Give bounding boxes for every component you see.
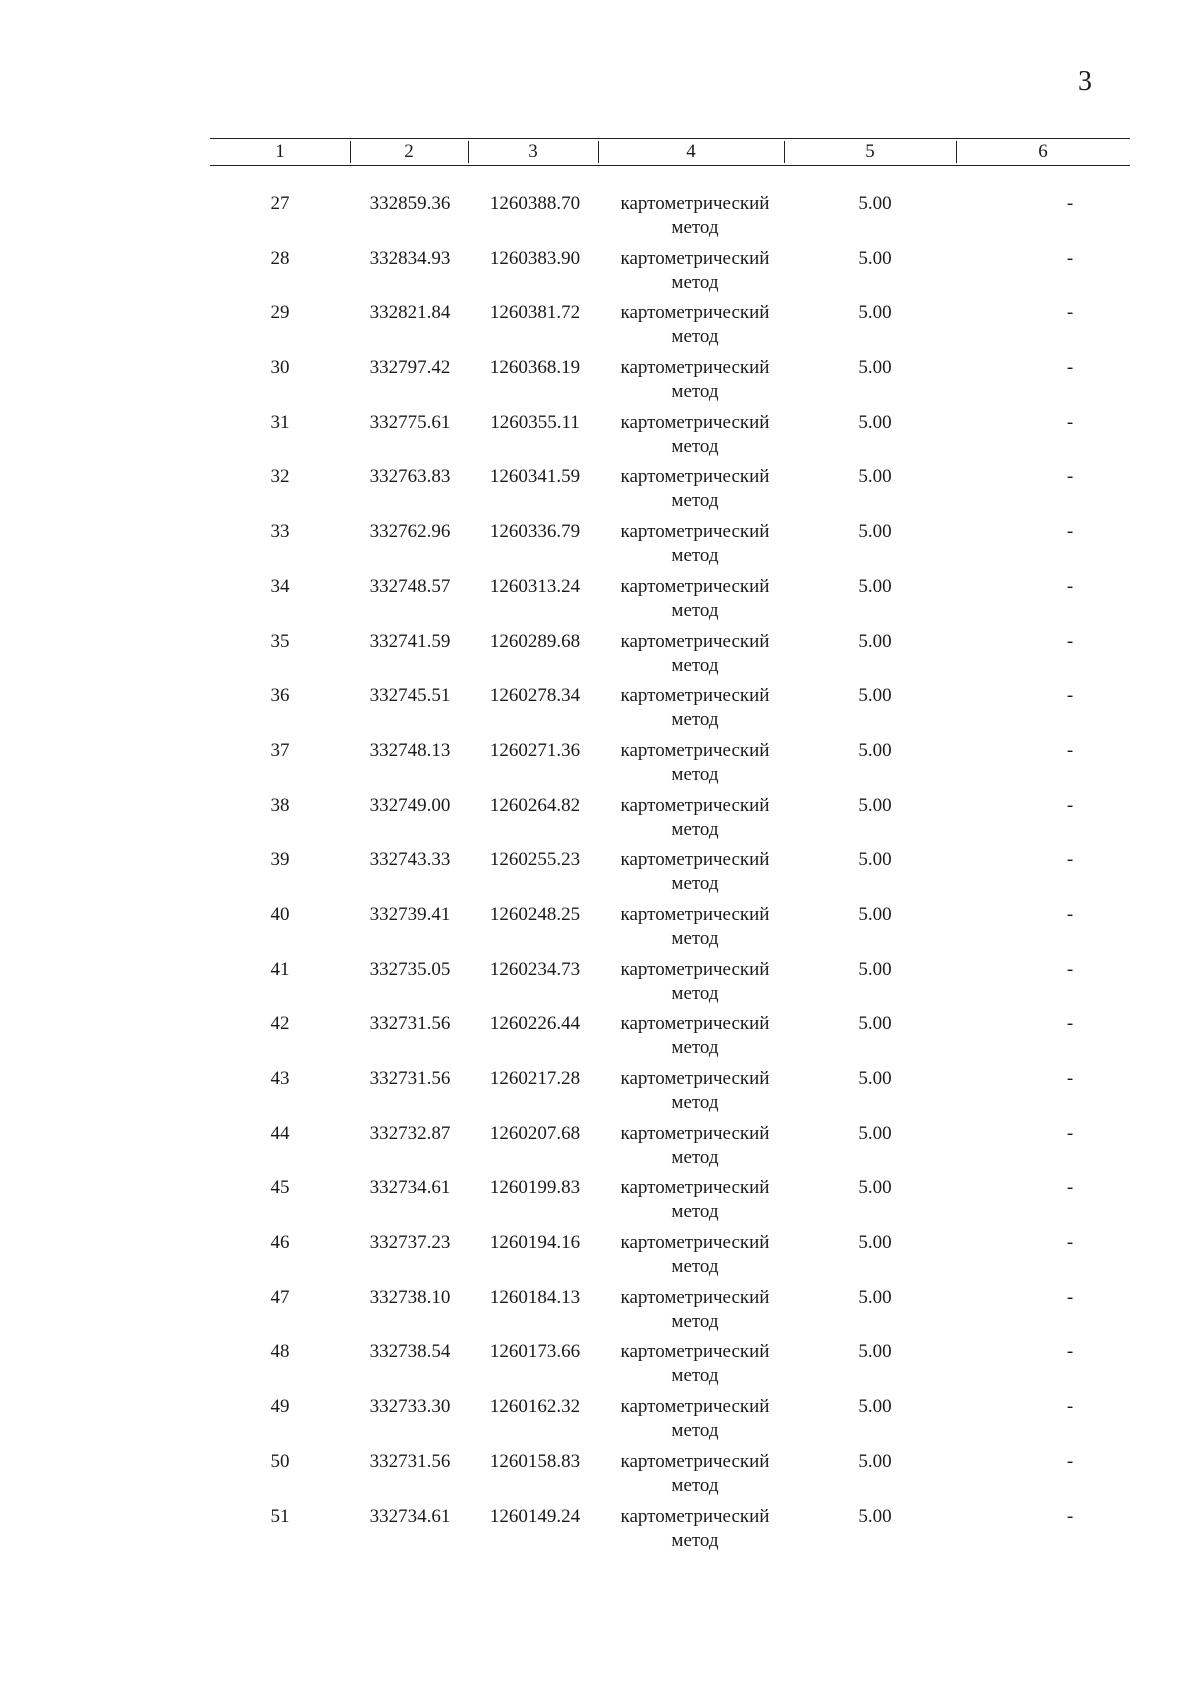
table-row <box>210 1067 1130 1122</box>
coordinate-x: 332797.42 <box>369 357 451 379</box>
table-row <box>210 1450 1130 1505</box>
point-number: 50 <box>270 1450 290 1472</box>
accuracy-value: 5.00 <box>858 575 892 597</box>
method-line-2: метод <box>671 1256 719 1278</box>
method-line-1: картометрический <box>620 849 770 871</box>
method-line-1: картометрический <box>620 958 770 980</box>
coordinate-x: 332748.57 <box>369 575 451 597</box>
coordinate-y: 1260149.24 <box>489 1505 581 1527</box>
table-row <box>210 684 1130 739</box>
column-header-2: 2 <box>404 141 414 162</box>
method-line-2: метод <box>671 763 719 785</box>
point-number: 40 <box>270 903 290 925</box>
accuracy-value: 5.00 <box>858 521 892 543</box>
method-line-2: метод <box>671 818 719 840</box>
point-number: 47 <box>270 1286 290 1308</box>
description-value: - <box>1066 903 1074 925</box>
coordinate-y: 1260368.19 <box>489 357 581 379</box>
description-value: - <box>1066 466 1074 488</box>
method-cell <box>595 411 795 459</box>
accuracy-value: 5.00 <box>858 1286 892 1308</box>
method-line-1: картометрический <box>620 193 770 214</box>
table-row <box>210 794 1130 849</box>
description-value: - <box>1066 1068 1074 1089</box>
accuracy-value: 5.00 <box>858 1505 892 1527</box>
method-line-1: картометрический <box>620 1286 770 1308</box>
coordinate-y: 1260194.16 <box>489 1232 581 1254</box>
table-row <box>210 1231 1130 1286</box>
coordinate-y: 1260248.25 <box>489 903 581 925</box>
method-line-2: метод <box>671 654 719 676</box>
accuracy-value: 5.00 <box>858 411 892 433</box>
method-line-2: метод <box>671 271 719 293</box>
method-line-1: картометрический <box>620 1068 770 1089</box>
accuracy-value: 5.00 <box>858 794 892 816</box>
accuracy-value: 5.00 <box>858 247 892 269</box>
method-cell <box>595 1176 795 1224</box>
method-cell <box>595 630 795 678</box>
method-line-1: картометрический <box>620 575 770 597</box>
accuracy-value: 5.00 <box>858 958 892 980</box>
description-value: - <box>1066 1177 1074 1199</box>
point-number: 31 <box>270 411 290 433</box>
accuracy-value: 5.00 <box>858 1232 892 1254</box>
accuracy-value: 5.00 <box>858 302 892 324</box>
column-header-5: 5 <box>865 141 875 162</box>
point-number: 33 <box>270 521 290 543</box>
table-header <box>210 138 1130 166</box>
coordinate-x: 332734.61 <box>369 1177 451 1199</box>
method-line-2: метод <box>671 1092 719 1113</box>
method-line-1: картометрический <box>620 1450 770 1472</box>
method-line-2: метод <box>671 381 719 403</box>
method-line-1: картометрический <box>620 1341 770 1363</box>
method-line-1: картометрический <box>620 794 770 816</box>
point-number: 35 <box>270 630 290 652</box>
coordinate-x: 332743.33 <box>369 849 451 871</box>
method-line-2: метод <box>671 490 719 512</box>
column-header-1: 1 <box>275 141 285 162</box>
table-body <box>210 192 1130 1559</box>
accuracy-value: 5.00 <box>858 685 892 707</box>
coordinate-x: 332731.56 <box>369 1013 451 1035</box>
method-cell <box>595 1286 795 1334</box>
description-value: - <box>1066 739 1074 761</box>
coordinate-y: 1260217.28 <box>489 1068 581 1089</box>
table-row <box>210 520 1130 575</box>
table-row <box>210 1176 1130 1231</box>
coordinate-x: 332762.96 <box>369 521 451 543</box>
method-line-2: метод <box>671 217 719 238</box>
point-number: 32 <box>270 466 290 488</box>
method-line-2: метод <box>671 1310 719 1332</box>
coordinate-x: 332763.83 <box>369 466 451 488</box>
point-number: 44 <box>270 1122 290 1144</box>
table-row <box>210 848 1130 903</box>
method-cell <box>595 520 795 568</box>
method-line-1: картометрический <box>620 357 770 379</box>
method-cell <box>595 1450 795 1498</box>
method-cell <box>595 1340 795 1388</box>
table-row <box>210 630 1130 685</box>
coordinate-x: 332738.10 <box>369 1286 451 1308</box>
coordinate-y: 1260313.24 <box>489 575 581 597</box>
coordinate-x: 332775.61 <box>369 411 451 433</box>
coordinate-x: 332821.84 <box>369 302 451 324</box>
description-value: - <box>1066 1122 1074 1144</box>
description-value: - <box>1066 685 1074 707</box>
coordinate-y: 1260226.44 <box>489 1013 581 1035</box>
method-line-1: картометрический <box>620 1505 770 1527</box>
method-line-1: картометрический <box>620 685 770 707</box>
coordinate-x: 332735.05 <box>369 958 451 980</box>
description-value: - <box>1066 411 1074 433</box>
coordinate-y: 1260173.66 <box>489 1341 581 1363</box>
description-value: - <box>1066 247 1074 269</box>
method-cell <box>595 247 795 295</box>
method-line-1: картометрический <box>620 521 770 543</box>
table-row <box>210 1122 1130 1177</box>
point-number: 30 <box>270 357 290 379</box>
method-cell <box>595 794 795 842</box>
point-number: 38 <box>270 794 290 816</box>
table-row <box>210 1505 1130 1560</box>
coordinate-y: 1260336.79 <box>489 521 581 543</box>
coordinate-y: 1260383.90 <box>489 247 581 269</box>
point-number: 45 <box>270 1177 290 1199</box>
accuracy-value: 5.00 <box>858 1122 892 1144</box>
method-line-2: метод <box>671 326 719 348</box>
accuracy-value: 5.00 <box>858 193 892 214</box>
table-row <box>210 903 1130 958</box>
point-number: 36 <box>270 685 290 707</box>
method-cell <box>595 1395 795 1443</box>
point-number: 42 <box>270 1013 290 1035</box>
method-line-2: метод <box>671 599 719 621</box>
column-header-4: 4 <box>686 141 696 162</box>
method-line-2: метод <box>671 1037 719 1059</box>
coordinate-y: 1260271.36 <box>489 739 581 761</box>
method-line-2: метод <box>671 1420 719 1442</box>
method-line-1: картометрический <box>620 1232 770 1254</box>
description-value: - <box>1066 193 1074 214</box>
method-line-2: метод <box>671 1201 719 1223</box>
table-row <box>210 356 1130 411</box>
point-number: 27 <box>270 193 290 214</box>
coordinate-y: 1260381.72 <box>489 302 581 324</box>
coordinate-y: 1260199.83 <box>489 1177 581 1199</box>
method-cell <box>595 684 795 732</box>
point-number: 39 <box>270 849 290 871</box>
coordinate-y: 1260158.83 <box>489 1450 581 1472</box>
coordinate-x: 332748.13 <box>369 739 451 761</box>
point-number: 28 <box>270 247 290 269</box>
coordinate-y: 1260289.68 <box>489 630 581 652</box>
description-value: - <box>1066 1396 1074 1418</box>
description-value: - <box>1066 1013 1074 1035</box>
coordinate-y: 1260355.11 <box>490 411 580 433</box>
coordinate-x: 332731.56 <box>369 1068 451 1089</box>
method-line-1: картометрический <box>620 1013 770 1035</box>
description-value: - <box>1066 302 1074 324</box>
method-line-2: метод <box>671 1146 719 1168</box>
method-cell <box>595 1505 795 1553</box>
table-row <box>210 739 1130 794</box>
coordinate-y: 1260184.13 <box>489 1286 581 1308</box>
method-line-2: метод <box>671 435 719 457</box>
point-number: 29 <box>270 302 290 324</box>
method-cell <box>595 958 795 1006</box>
table-row <box>210 465 1130 520</box>
description-value: - <box>1066 1232 1074 1254</box>
table-row <box>210 301 1130 356</box>
description-value: - <box>1066 357 1074 379</box>
method-line-2: метод <box>671 1529 719 1551</box>
table-row <box>210 1286 1130 1341</box>
table-row <box>210 1340 1130 1395</box>
description-value: - <box>1066 630 1074 652</box>
method-line-1: картометрический <box>620 739 770 761</box>
method-cell <box>595 192 795 240</box>
method-cell <box>595 1012 795 1060</box>
method-cell <box>595 739 795 787</box>
method-line-2: метод <box>671 545 719 567</box>
point-number: 37 <box>270 739 290 761</box>
coordinate-y: 1260207.68 <box>489 1122 581 1144</box>
method-line-2: метод <box>671 927 719 949</box>
method-cell <box>595 356 795 404</box>
coordinate-y: 1260264.82 <box>489 794 581 816</box>
coordinate-y: 1260162.32 <box>489 1396 581 1418</box>
point-number: 43 <box>270 1068 290 1089</box>
table-row <box>210 1012 1130 1067</box>
method-cell <box>595 575 795 623</box>
table-row <box>210 1395 1130 1450</box>
coordinate-y: 1260278.34 <box>489 685 581 707</box>
point-number: 49 <box>270 1396 290 1418</box>
method-line-1: картометрический <box>620 466 770 488</box>
accuracy-value: 5.00 <box>858 1450 892 1472</box>
description-value: - <box>1066 1505 1074 1527</box>
method-line-1: картометрический <box>620 1396 770 1418</box>
method-line-1: картометрический <box>620 411 770 433</box>
table-row <box>210 958 1130 1013</box>
table-row <box>210 192 1130 247</box>
method-line-1: картометрический <box>620 302 770 324</box>
method-line-2: метод <box>671 982 719 1004</box>
coordinate-x: 332745.51 <box>369 685 451 707</box>
coordinate-x: 332749.00 <box>369 794 451 816</box>
coordinate-y: 1260234.73 <box>489 958 581 980</box>
coordinate-x: 332732.87 <box>369 1122 451 1144</box>
accuracy-value: 5.00 <box>858 630 892 652</box>
accuracy-value: 5.00 <box>858 903 892 925</box>
accuracy-value: 5.00 <box>858 1177 892 1199</box>
coordinate-y: 1260255.23 <box>489 849 581 871</box>
method-line-1: картометрический <box>620 1177 770 1199</box>
accuracy-value: 5.00 <box>858 849 892 871</box>
coordinate-x: 332739.41 <box>369 903 451 925</box>
table-row <box>210 247 1130 302</box>
coordinate-x: 332737.23 <box>369 1232 451 1254</box>
method-cell <box>595 465 795 513</box>
accuracy-value: 5.00 <box>858 466 892 488</box>
coordinate-x: 332859.36 <box>369 193 451 214</box>
method-line-1: картометрический <box>620 630 770 652</box>
description-value: - <box>1066 521 1074 543</box>
page-number: 3 <box>1078 66 1092 97</box>
accuracy-value: 5.00 <box>858 1068 892 1089</box>
column-header-6: 6 <box>1038 141 1048 162</box>
coordinate-x: 332738.54 <box>369 1341 451 1363</box>
method-cell <box>595 1067 795 1115</box>
coordinate-x: 332731.56 <box>369 1450 451 1472</box>
method-line-2: метод <box>671 1365 719 1387</box>
table-row <box>210 575 1130 630</box>
column-header-3: 3 <box>528 141 538 162</box>
method-line-1: картометрический <box>620 903 770 925</box>
method-cell <box>595 1122 795 1170</box>
coordinate-x: 332733.30 <box>369 1396 451 1418</box>
coordinate-x: 332834.93 <box>369 247 451 269</box>
description-value: - <box>1066 1286 1074 1308</box>
description-value: - <box>1066 1450 1074 1472</box>
coordinate-x: 332741.59 <box>369 630 451 652</box>
accuracy-value: 5.00 <box>858 1396 892 1418</box>
point-number: 51 <box>270 1505 290 1527</box>
description-value: - <box>1066 1341 1074 1363</box>
coordinate-y: 1260341.59 <box>489 466 581 488</box>
description-value: - <box>1066 575 1074 597</box>
point-number: 46 <box>270 1232 290 1254</box>
point-number: 34 <box>270 575 290 597</box>
method-cell <box>595 848 795 896</box>
point-number: 48 <box>270 1341 290 1363</box>
accuracy-value: 5.00 <box>858 357 892 379</box>
method-line-2: метод <box>671 709 719 731</box>
method-cell <box>595 903 795 951</box>
coordinate-x: 332734.61 <box>369 1505 451 1527</box>
description-value: - <box>1066 958 1074 980</box>
table-row <box>210 411 1130 466</box>
method-line-1: картометрический <box>620 247 770 269</box>
method-line-2: метод <box>671 1474 719 1496</box>
accuracy-value: 5.00 <box>858 739 892 761</box>
description-value: - <box>1066 794 1074 816</box>
method-cell <box>595 301 795 349</box>
accuracy-value: 5.00 <box>858 1013 892 1035</box>
method-line-1: картометрический <box>620 1122 770 1144</box>
coordinate-y: 1260388.70 <box>489 193 581 214</box>
point-number: 41 <box>270 958 290 980</box>
accuracy-value: 5.00 <box>858 1341 892 1363</box>
description-value: - <box>1066 849 1074 871</box>
method-cell <box>595 1231 795 1279</box>
method-line-2: метод <box>671 873 719 895</box>
